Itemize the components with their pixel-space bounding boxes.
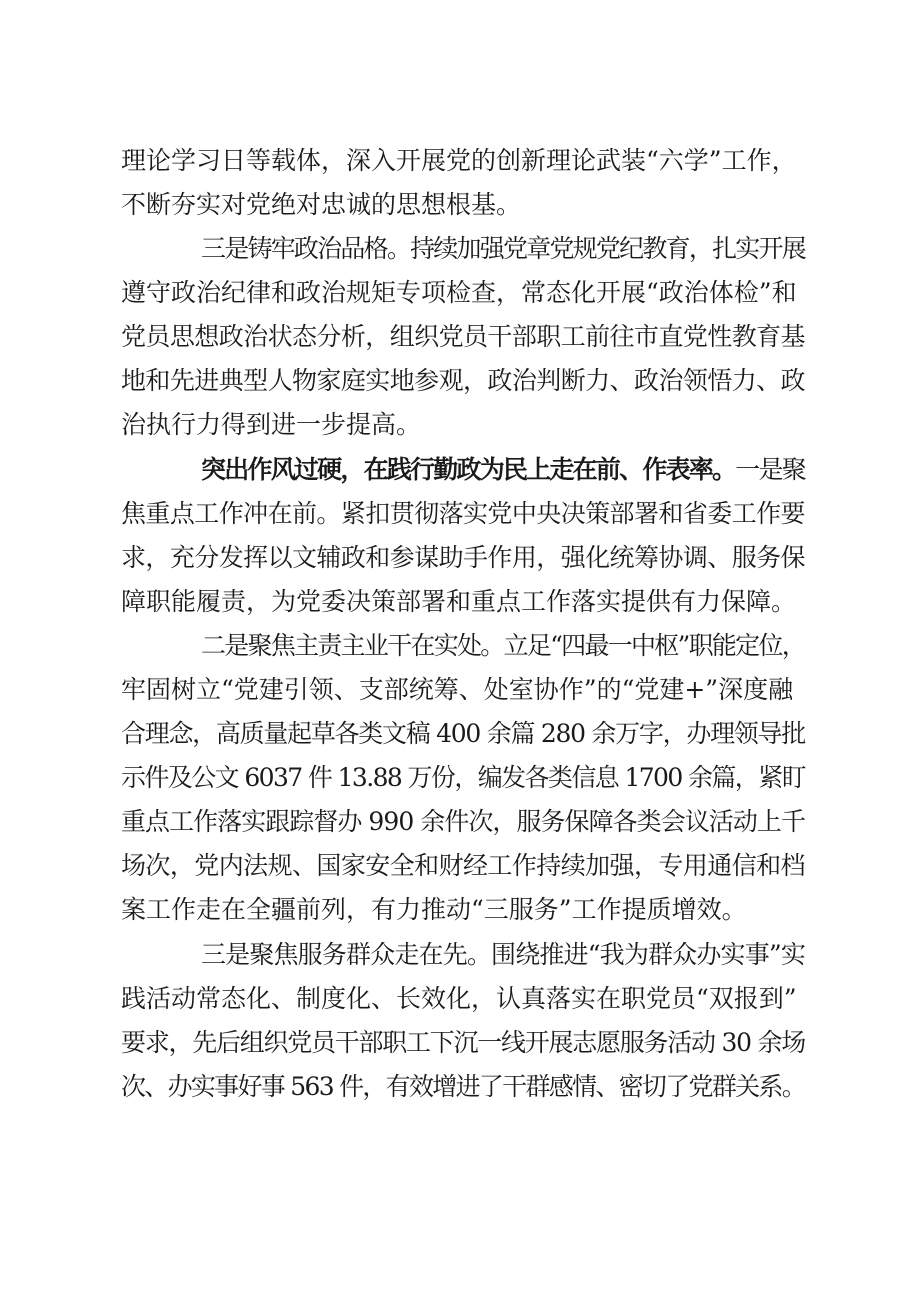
body-text: 示件及公文 6037 件 13.88 万份，编发各类信息 1700 余篇，紧盯 [121, 763, 805, 792]
text-line [0, 139, 920, 183]
body-text: 二是聚焦主责主业干在实处。立足“四最一中枢”职能定位， [201, 631, 805, 660]
body-text: 场次，党内法规、国家安全和财经工作持续加强，专用通信和档 [121, 851, 805, 880]
body-text: 障职能履责，为党委决策部署和重点工作落实提供有力保障。 [121, 587, 797, 616]
body-text: 践活动常态化、制度化、长效化，认真落实在职党员“双报到” [121, 984, 797, 1013]
body-text: 合理念，高质量起草各类文稿 400 余篇 280 余万字，办理领导批 [121, 719, 805, 748]
body-text: 要求，先后组织党员干部职工下沉一线开展志愿服务活动 30 余场 [121, 1028, 805, 1057]
text-line [0, 624, 920, 668]
body-text: 三是铸牢政治品格。持续加强党章党规党纪教育，扎实开展 [201, 234, 805, 263]
text-line [0, 933, 920, 977]
text-line [0, 580, 920, 624]
text-line [0, 271, 920, 315]
text-line [0, 888, 920, 932]
body-text: 一是聚 [735, 455, 805, 484]
text-line [0, 227, 920, 271]
text-line [0, 315, 920, 359]
text-line [0, 536, 920, 580]
text-line [0, 183, 920, 227]
text-line [0, 403, 920, 447]
body-text: 地和先进典型人物家庭实地参观，政治判断力、政治领悟力、政 [121, 366, 805, 395]
body-text: 治执行力得到进一步提高。 [121, 410, 422, 439]
text-line [0, 359, 920, 403]
body-text: 理论学习日等载体，深入开展党的创新理论武装“六学”工作， [121, 146, 797, 175]
text-line [0, 492, 920, 536]
text-line [0, 1065, 920, 1109]
text-line [0, 668, 920, 712]
body-text: 次、办实事好事 563 件，有效增进了干群感情、密切了党群关系。 [121, 1072, 805, 1101]
bold-heading-text: 突出作风过硬，在践行勤政为民上走在前、作表率。 [201, 455, 736, 484]
body-text: 焦重点工作冲在前。紧扣贯彻落实党中央决策部署和省委工作要 [121, 499, 805, 528]
text-line [0, 1021, 920, 1065]
text-line [0, 800, 920, 844]
body-text: 不断夯实对党绝对忠诚的思想根基。 [121, 190, 522, 219]
body-text: 案工作走在全疆前列，有力推动“三服务”工作提质增效。 [121, 895, 747, 924]
body-text: 牢固树立“党建引领、支部统筹、处室协作”的“党建+”深度融 [121, 675, 794, 704]
body-text: 重点工作落实跟踪督办 990 余件次，服务保障各类会议活动上千 [121, 807, 805, 836]
body-text: 三是聚焦服务群众走在先。围绕推进“我为群众办实事”实 [201, 940, 805, 969]
text-line [0, 448, 920, 492]
body-text: 遵守政治纪律和政治规矩专项检查，常态化开展“政治体检”和 [121, 278, 797, 307]
text-line [0, 844, 920, 888]
text-line [0, 977, 920, 1021]
body-text: 党员思想政治状态分析，组织党员干部职工前往市直党性教育基 [121, 322, 805, 351]
body-text: 求，充分发挥以文辅政和参谋助手作用，强化统筹协调、服务保 [121, 543, 805, 572]
text-line [0, 712, 920, 756]
text-line [0, 756, 920, 800]
